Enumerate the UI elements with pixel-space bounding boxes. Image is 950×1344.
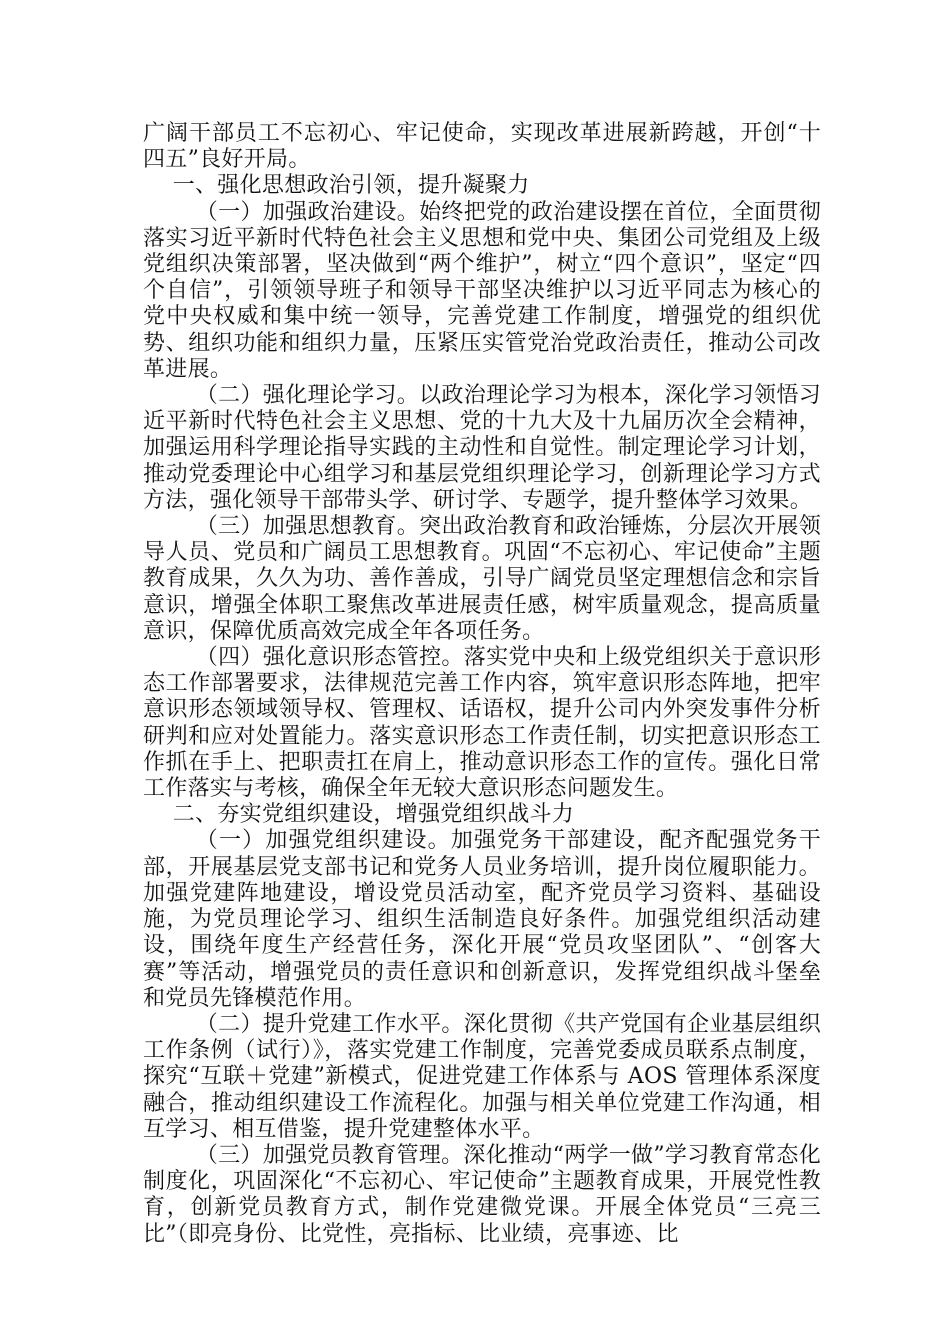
section-heading-1: 一、强化思想政治引领，提升凝聚力 xyxy=(172,173,530,199)
paragraph-party-organization: （一）加强党组织建设。加强党务干部建设，配齐配强党务干部，开展基层党支部书记和党务人员业务培训，提升岗位履职能力。加强党建阵地建设，增设党员活动室，配齐党员学习资料、基础设施，为党员理论学习、组织生活制造良好条件。加强党组织活动建设，围绕年度生产经营任务，深化开展“党员攻坚团队”、“创客大赛”等活动，增强党员的责任意识和创新意识，发挥党组织战斗堡垒和党员先锋模范作用。 xyxy=(143,828,821,1011)
paragraph-ideology-control: （四）强化意识形态管控。落实党中央和上级党组织关于意识形态工作部署要求，法律规范完善工作内容，筑牢意识形态阵地，把牢意识形态领域领导权、管理权、话语权，提升公司内外突发事件分析研判和应对处置能力。落实意识形态工作责任制，切实把意识形态工作抓在手上、把职责扛在肩上，推动意识形态工作的宣传。强化日常工作落实与考核，确保全年无较大意识形态问题发生。 xyxy=(143,645,821,802)
paragraph-political-building: （一）加强政治建设。始终把党的政治建设摆在首位，全面贯彻落实习近平新时代特色社会主义思想和党中央、集团公司党组及上级党组织决策部署，坚决做到“两个维护”，树立“四个意识”，坚定“四个自信”，引领领导班子和领导干部坚决维护以习近平同志为核心的党中央权威和集中统一领导，完善党建工作制度，增强党的组织优势、组织功能和组织力量，压紧压实管党治党政治责任，推动公司改革进展。 xyxy=(143,199,821,382)
paragraph-continuation: 广阔干部员工不忘初心、牢记使命，实现改革进展新跨越，开创“十四五”良好开局。 xyxy=(143,121,821,173)
paragraph-theory-study: （二）强化理论学习。以政治理论学习为根本，深化学习领悟习近平新时代特色社会主义思想、党的十九大及十九届历次全会精神，加强运用科学理论指导实践的主动性和自觉性。制定理论学习计划，推动党委理论中心组学习和基层党组织理论学习，创新理论学习方式方法，强化领导干部带头学、研讨学、专题学，提升整体学习效果。 xyxy=(143,383,821,513)
paragraph-party-work-level: （二）提升党建工作水平。深化贯彻《共产党国有企业基层组织工作条例（试行）》，落实党建工作制度，完善党委成员联系点制度，探究“互联＋党建”新模式，促进党建工作体系与 AOS 管理体系深度融合，推动组织建设工作流程化。加强与相关单位党建工作沟通，相互学习、相互借鉴，提升党建整体水平。 xyxy=(143,1011,821,1142)
paragraph-ideological-education: （三）加强思想教育。突出政治教育和政治锤炼，分层次开展领导人员、党员和广阔员工思想教育。巩固“不忘初心、牢记使命”主题教育成果，久久为功、善作善成，引导广阔党员坚定理想信念和宗旨意识，增强全体职工聚焦改革进展责任感，树牢质量观念，提高质量意识，保障优质高效完成全年各项任务。 xyxy=(143,514,821,644)
section-heading-2: 二、夯实党组织建设，增强党组织战斗力 xyxy=(172,802,575,828)
document-body xyxy=(143,121,821,1248)
paragraph-member-education: （三）加强党员教育管理。深化推动“两学一做”学习教育常态化制度化，巩固深化“不忘初心、牢记使命”主题教育成果，开展党性教育，创新党员教育方式，制作党建微党课。开展全体党员“三亮三比”（即亮身份、比党性，亮指标、比业绩，亮事迹、比 xyxy=(143,1142,821,1247)
